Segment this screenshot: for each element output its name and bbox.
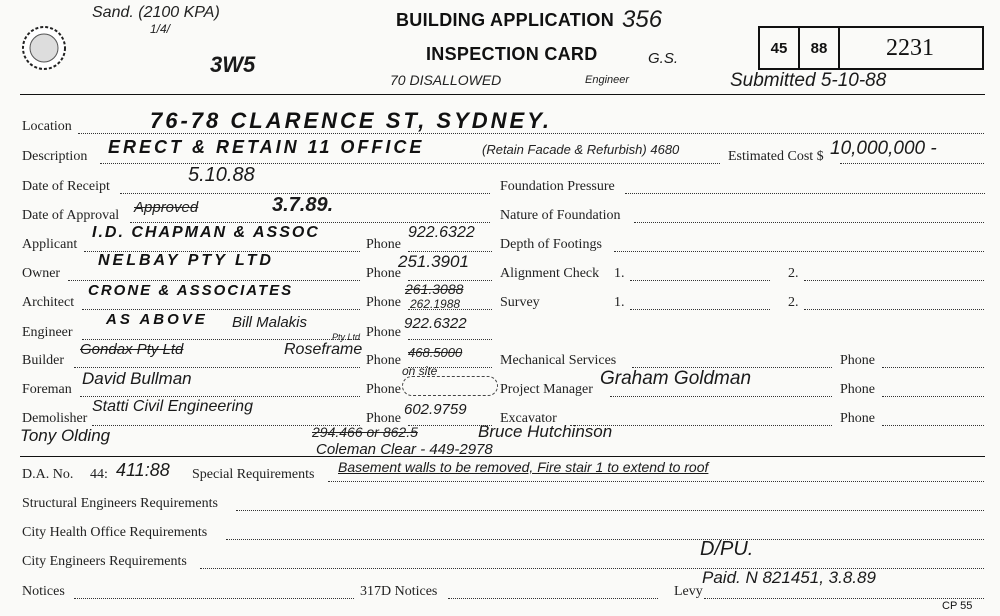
builder-label: Builder: [22, 353, 64, 368]
title-line1: BUILDING APPLICATION: [396, 10, 614, 30]
owner-value: NELBAY PTY LTD: [98, 252, 274, 269]
owner-phone-value: 251.3901: [398, 252, 469, 271]
estimated-cost-value: 10,000,000 -: [830, 138, 937, 159]
engineer-value: AS ABOVE: [106, 311, 208, 328]
corner-mark: 1/4/: [150, 22, 171, 36]
excavator-contact2: Coleman Clear - 449-2978: [316, 441, 493, 458]
survey-1-label: 1.: [614, 295, 625, 310]
da-no-value: 411:88: [116, 460, 170, 480]
depth-footings-label: Depth of Footings: [500, 237, 602, 252]
mechanical-phone-line: [882, 367, 984, 368]
levy-value: Paid. N 821451, 3.8.89: [702, 568, 876, 587]
levy-label: Levy: [674, 584, 703, 599]
architect-phone-struck: 261.3088: [405, 281, 464, 297]
notices-label: Notices: [22, 584, 65, 599]
description-note: (Retain Facade & Refurbish) 4680: [482, 142, 680, 157]
foundation-pressure-label: Foundation Pressure: [500, 179, 615, 194]
architect-value: CRONE & ASSOCIATES: [88, 282, 294, 299]
reference-box-b: 88: [800, 28, 840, 68]
project-manager-label: Project Manager: [500, 382, 593, 397]
notices-317d-line: [448, 598, 658, 599]
header-rule: [20, 94, 985, 95]
architect-label: Architect: [22, 295, 75, 310]
owner-phone-label: Phone: [366, 266, 401, 281]
structural-engineers-line: [236, 510, 984, 511]
location-value: 76-78 CLARENCE ST, SYDNEY.: [150, 108, 552, 133]
alignment-check-1-line: [630, 280, 770, 281]
foreman-label: Foreman: [22, 382, 72, 397]
builder-struck: Gondax Pty Ltd: [80, 341, 184, 358]
demolisher-contact: Tony Olding: [20, 426, 111, 445]
architect-line: [82, 309, 360, 310]
special-requirements-line: [328, 481, 984, 482]
special-requirements-label: Special Requirements: [192, 467, 315, 482]
reference-box-c: 2231: [886, 34, 934, 61]
reference-box: [758, 26, 984, 70]
survey-1-line: [630, 309, 770, 310]
survey-label: Survey: [500, 295, 540, 310]
initials: G.S.: [648, 50, 679, 67]
da-prefix: 44:: [90, 467, 108, 482]
engineer-phone-label: Phone: [366, 325, 401, 340]
foundation-pressure-line: [625, 193, 985, 194]
applicant-phone-value: 922.6322: [408, 224, 475, 241]
excavator-phone-label: Phone: [840, 411, 875, 426]
engineer-phone-line: [408, 339, 492, 340]
foreman-line: [80, 396, 360, 397]
survey-2-line: [804, 309, 984, 310]
mechanical-services-label: Mechanical Services: [500, 353, 617, 368]
builder-note: Pty Ltd: [332, 332, 361, 342]
estimated-cost-line: [840, 163, 984, 164]
estimated-cost-label: Estimated Cost $: [728, 149, 824, 164]
demolisher-phone2-struck: 294.466 or 862.5: [312, 424, 418, 440]
alignment-check-2-label: 2.: [788, 266, 799, 281]
submitted-note: Submitted 5-10-88: [730, 70, 887, 91]
levy-line: [704, 598, 984, 599]
date-approval-line: [130, 222, 490, 223]
engineer-note: Engineer: [585, 74, 630, 86]
disallowed-note: 70 DISALLOWED: [390, 72, 502, 88]
section-rule: [20, 456, 985, 457]
nature-foundation-line: [634, 222, 984, 223]
demolisher-phone-label: Phone: [366, 411, 401, 426]
punch-hole-icon: [18, 22, 70, 74]
applicant-phone-label: Phone: [366, 237, 401, 252]
special-requirements-value: Basement walls to be removed, Fire stair 1 to extend to roof: [338, 459, 709, 475]
location-label: Location: [22, 119, 72, 134]
date-receipt-value: 5.10.88: [188, 164, 255, 186]
architect-phone-value: 262.1988: [410, 297, 461, 311]
engineer-label: Engineer: [22, 325, 73, 340]
builder-phone-struck: 468.5000: [408, 345, 463, 360]
alignment-check-2-line: [804, 280, 984, 281]
excavator-label: Excavator: [500, 411, 557, 426]
city-health-line: [226, 539, 984, 540]
survey-2-label: 2.: [788, 295, 799, 310]
structural-engineers-label: Structural Engineers Requirements: [22, 496, 218, 511]
builder-phone-label: Phone: [366, 353, 401, 368]
nature-foundation-label: Nature of Foundation: [500, 208, 621, 223]
mechanical-phone-label: Phone: [840, 353, 875, 368]
builder-line: [74, 367, 360, 368]
engineer-name: Bill Malakis: [232, 314, 308, 331]
demolisher-value: Statti Civil Engineering: [92, 398, 253, 415]
city-engineers-value: D/PU.: [700, 538, 754, 560]
notices-317d-label: 317D Notices: [360, 584, 438, 599]
project-manager-value: Graham Goldman: [600, 368, 752, 389]
da-no-label: D.A. No.: [22, 467, 74, 482]
project-manager-phone-label: Phone: [840, 382, 875, 397]
alignment-check-1-label: 1.: [614, 266, 625, 281]
applicant-label: Applicant: [22, 237, 78, 252]
owner-label: Owner: [22, 266, 61, 281]
demolisher-phone-value: 602.9759: [404, 401, 467, 418]
date-approval-label: Date of Approval: [22, 208, 120, 223]
excavator-phone-line: [882, 425, 984, 426]
alignment-check-label: Alignment Check: [500, 266, 600, 281]
notices-line: [74, 598, 354, 599]
city-health-label: City Health Office Requirements: [22, 525, 208, 540]
foreman-value: David Bullman: [82, 369, 192, 388]
description-label: Description: [22, 149, 88, 164]
applicant-value: I.D. CHAPMAN & ASSOC: [92, 224, 320, 241]
city-engineers-label: City Engineers Requirements: [22, 554, 187, 569]
foreman-phone-label: Phone: [366, 382, 401, 397]
engineer-phone-value: 922.6322: [404, 315, 467, 332]
foreman-phone-oval: [402, 376, 498, 396]
form-code: CP 55: [942, 600, 973, 612]
owner-line: [68, 280, 360, 281]
corner-note: Sand. (2100 KPA): [92, 4, 220, 21]
corner-code: 3W5: [210, 52, 256, 77]
depth-footings-line: [614, 251, 984, 252]
application-number: 356: [622, 6, 663, 33]
date-receipt-label: Date of Receipt: [22, 179, 110, 194]
architect-phone-label: Phone: [366, 295, 401, 310]
demolisher-label: Demolisher: [22, 411, 88, 426]
foreman-phone-value: on site: [402, 364, 438, 378]
excavator-contact: Bruce Hutchinson: [478, 422, 613, 441]
project-manager-line: [610, 396, 832, 397]
title-line2: INSPECTION CARD: [426, 44, 598, 64]
reference-box-a: 45: [760, 28, 800, 68]
project-manager-phone-line: [882, 396, 984, 397]
description-value: ERECT & RETAIN 11 OFFICE: [108, 137, 425, 157]
date-approval-struck: Approved: [134, 199, 199, 216]
date-approval-value: 3.7.89.: [272, 194, 334, 216]
builder-value: Roseframe: [284, 341, 363, 358]
engineer-line: [82, 339, 360, 340]
